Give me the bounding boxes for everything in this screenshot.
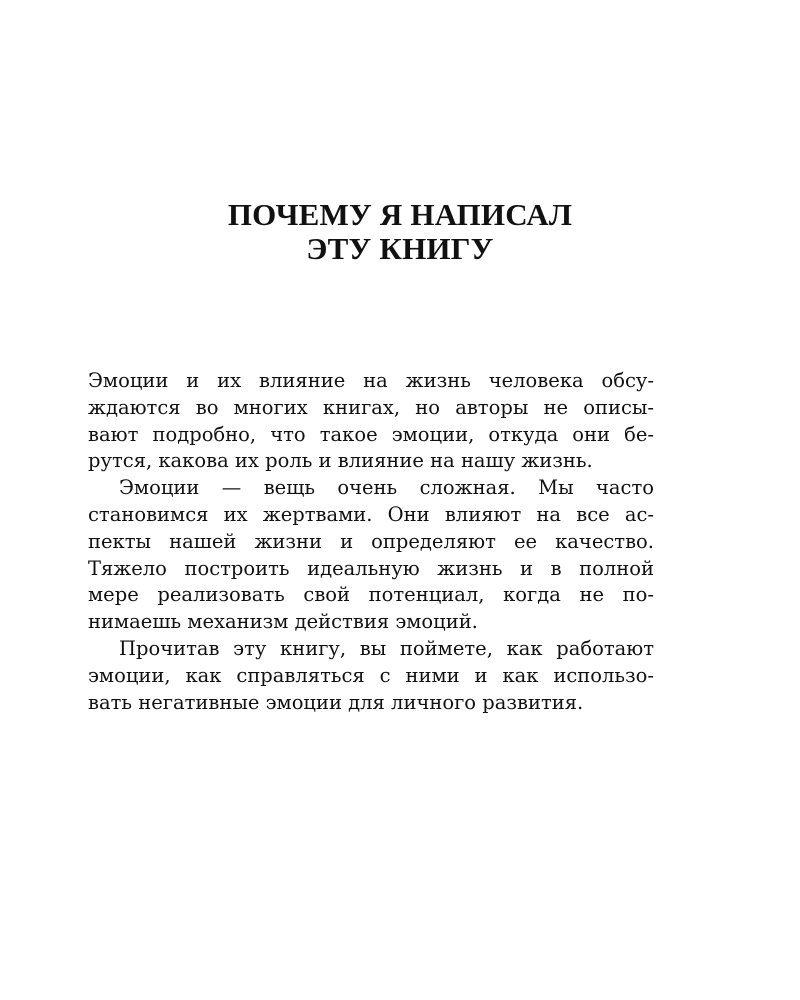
chapter-title-line-1: ПОЧЕМУ Я НАПИСАЛ: [227, 197, 573, 232]
chapter-title-line-2: ЭТУ КНИГУ: [306, 231, 494, 266]
text-line: нимаешь механизм действия эмоций.: [88, 610, 478, 634]
paragraph-3: [88, 636, 654, 716]
text-line: мере реализовать свой потенциал, когда не по-: [88, 583, 654, 607]
paragraph-2: [88, 475, 654, 636]
text-line: вают подробно, что такое эмоции, откуда они бе-: [88, 422, 654, 446]
text-line: становимся их жертвами. Они влияют на все ас-: [88, 502, 654, 526]
text-line: ждаются во многих книгах, но авторы не описы-: [88, 395, 654, 419]
text-line: вать негативные эмоции для личного развития.: [88, 690, 584, 714]
text-line: Эмоции и их влияние на жизнь человека обсу-: [88, 369, 654, 392]
chapter-body: [88, 368, 654, 716]
paragraph-1: [88, 368, 654, 475]
text-line: эмоции, как справляться с ними и как использо-: [88, 663, 654, 687]
text-line: Прочитав эту книгу, вы поймете, как работают: [119, 636, 654, 660]
text-line: Эмоции — вещь очень сложная. Мы часто: [119, 476, 654, 500]
text-line: рутся, какова их роль и влияние на нашу жизнь.: [88, 449, 593, 473]
text-line: пекты нашей жизни и определяют ее качество.: [88, 529, 654, 553]
text-line: Тяжело построить идеальную жизнь и в полной: [88, 556, 654, 580]
chapter-title: [0, 198, 800, 266]
